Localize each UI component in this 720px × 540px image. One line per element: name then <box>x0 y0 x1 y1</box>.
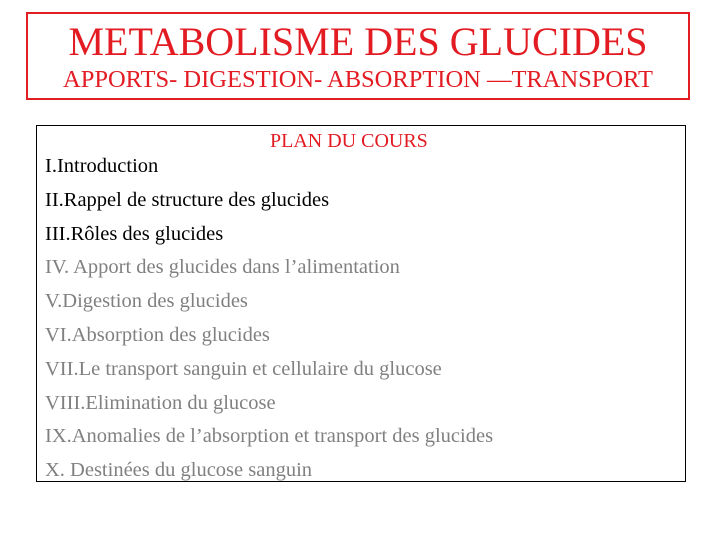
plan-item: II.Rappel de structure des glucides <box>45 188 330 211</box>
plan-item: I.Introduction <box>45 155 159 177</box>
course-plan-list <box>45 150 493 488</box>
plan-item: VIII.Elimination du glucose <box>45 391 276 414</box>
slide-title: METABOLISME DES GLUCIDES <box>68 19 648 64</box>
slide-subtitle: APPORTS- DIGESTION- ABSORPTION —TRANSPORT <box>63 66 653 93</box>
plan-item: IV. Apport des glucides dans l’alimentation <box>45 256 400 279</box>
course-plan-title: PLAN DU COURS <box>270 130 428 152</box>
plan-item: X. Destinées du glucose sanguin <box>45 459 313 482</box>
course-plan-box <box>36 125 686 482</box>
plan-item: III.Rôles des glucides <box>45 222 224 245</box>
title-box <box>26 12 690 100</box>
plan-item: VII.Le transport sanguin et cellulaire du glucose <box>45 357 442 380</box>
plan-item: V.Digestion des glucides <box>45 290 248 313</box>
plan-item: VI.Absorption des glucides <box>45 323 270 346</box>
plan-item: IX.Anomalies de l’absorption et transport des glucides <box>45 425 494 448</box>
